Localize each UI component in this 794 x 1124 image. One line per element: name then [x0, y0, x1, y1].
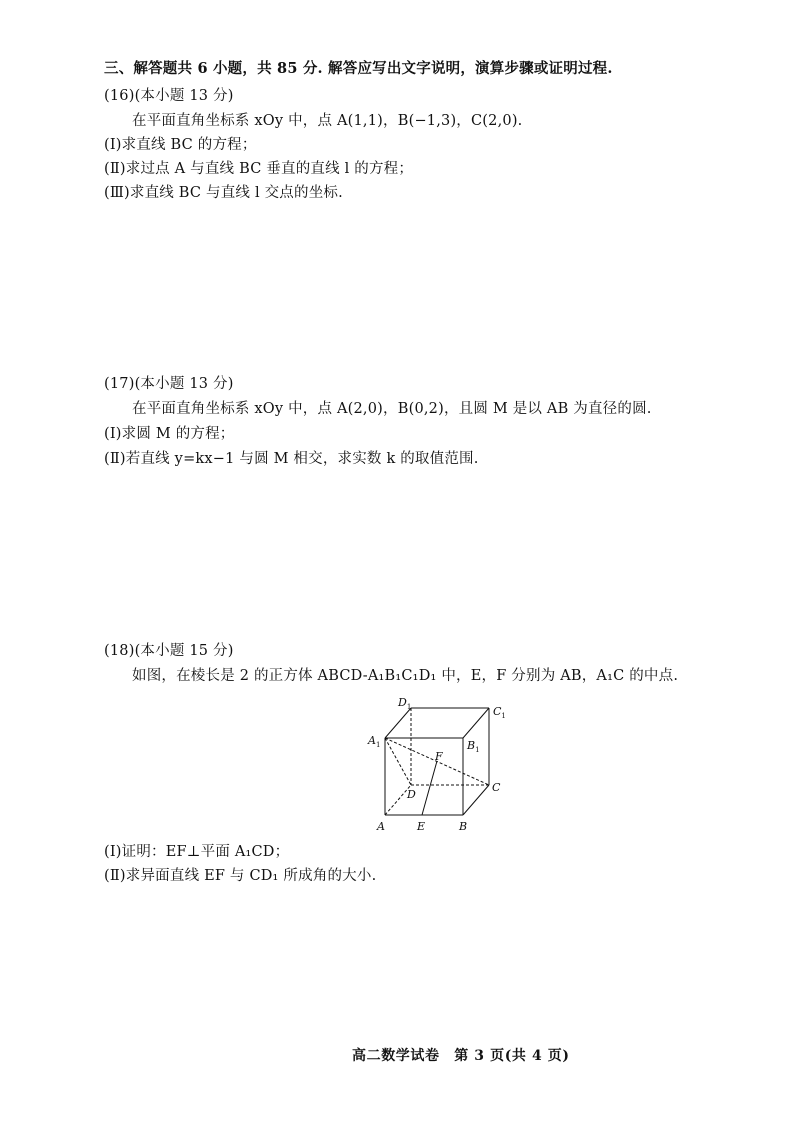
label-d1: $D_1$: [398, 696, 412, 711]
label-d: D: [407, 788, 416, 801]
label-f: F: [435, 750, 443, 763]
problem-16-part-2: (Ⅱ)求过点 A 与直线 BC 垂直的直线 l 的方程；: [104, 161, 414, 177]
problem-17-part-1: (Ⅰ)求圆 M 的方程；: [104, 426, 235, 442]
edge-b1c1: [463, 708, 489, 738]
problem-17-stem: 在平面直角坐标系 xOy 中，点 A(2,0)，B(0,2)，且圆 M 是以 AB 为直径的圆.: [132, 401, 652, 417]
cube-diagram: [355, 690, 520, 835]
page-footer: 高二数学试卷 第 3 页(共 4 页): [352, 1048, 570, 1064]
problem-16-part-3: (Ⅲ)求直线 BC 与直线 l 交点的坐标.: [104, 185, 343, 201]
problem-16-stem: 在平面直角坐标系 xOy 中，点 A(1,1)，B(−1,3)，C(2,0).: [132, 113, 523, 129]
label-b1: $B_1$: [467, 739, 480, 754]
problem-17-part-2: (Ⅱ)若直线 y=kx−1 与圆 M 相交，求实数 k 的取值范围.: [104, 451, 479, 467]
label-c: C: [492, 781, 501, 794]
edge-bc: [463, 785, 489, 815]
segment-ef: [422, 761, 437, 815]
section-header: 三、解答题共 6 小题，共 85 分. 解答应写出文字说明，演算步骤或证明过程.: [104, 60, 613, 77]
label-e: E: [417, 820, 426, 833]
label-a1: $A_1$: [368, 734, 381, 749]
problem-18-part-2: (Ⅱ)求异面直线 EF 与 CD₁ 所成角的大小.: [104, 868, 377, 884]
problem-17-label: (17)(本小题 13 分): [104, 376, 234, 392]
problem-18-part-1: (Ⅰ)证明：EF⊥平面 A₁CD；: [104, 844, 290, 860]
problem-16-part-1: (Ⅰ)求直线 BC 的方程；: [104, 137, 257, 153]
label-a: A: [377, 820, 385, 833]
cube-figure: [355, 690, 520, 835]
problem-18-label: (18)(本小题 15 分): [104, 643, 234, 659]
problem-16-label: (16)(本小题 13 分): [104, 88, 234, 104]
label-c1: $C_1$: [493, 705, 506, 720]
label-b: B: [459, 820, 468, 833]
diagonal-a1d: [385, 738, 411, 785]
edge-a1d1: [385, 708, 411, 738]
problem-18-stem: 如图，在棱长是 2 的正方体 ABCD-A₁B₁C₁D₁ 中，E，F 分别为 AB，A₁C 的中点.: [132, 668, 679, 684]
